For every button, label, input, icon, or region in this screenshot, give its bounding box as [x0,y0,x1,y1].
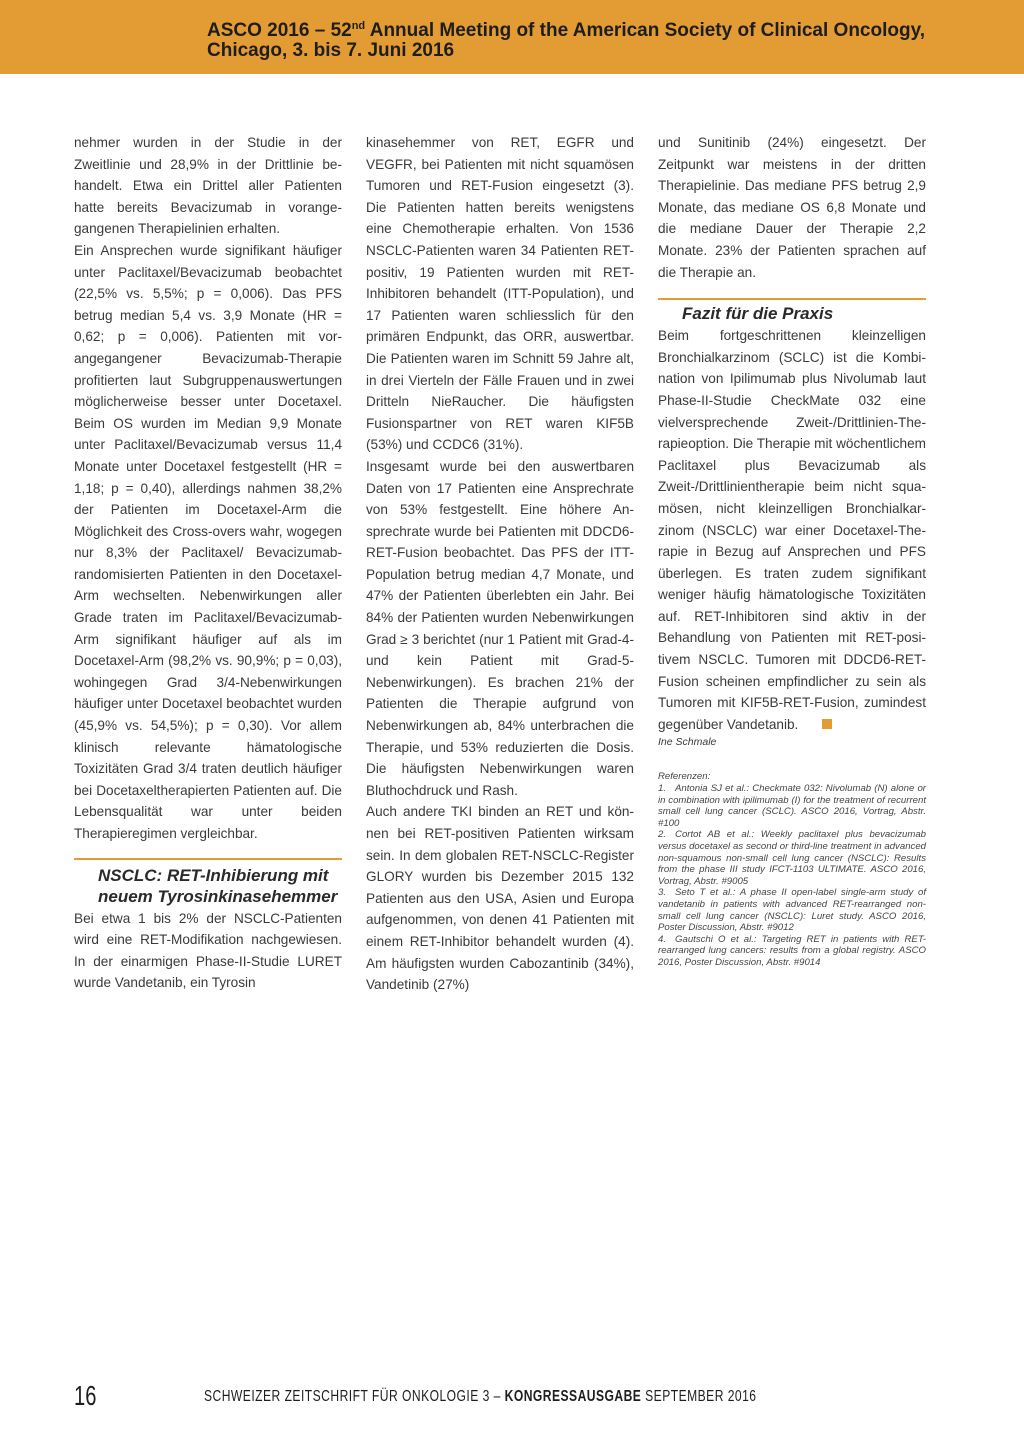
reference-number: 3. [658,887,667,899]
col1-paragraph-1: nehmer wurden in der Studie in der Zweitlinie und 28,9% in der Drittlinie behandelt. Etwa ein Drittel aller Patienten hatte bereits Bevacizumab in vorangegangenen Therapielinien erhalten. [74,135,342,237]
references [658,771,926,968]
section-heading-fazit: Fazit für die Praxis [682,304,834,324]
col2-paragraph-1: kinasehemmer von RET, EGFR und VEGFR, bei Patienten mit nicht squamösen Tumoren und RET-Fusion eingesetzt (3). Die Patienten hatten bereits wenigstens eine Chemotherapie erhalten. Von 1536 NSCLC-Patienten waren 34 Patienten RET-positiv, 19 Patienten wurden mit RET-Inhibitoren behandelt (ITT-Population), und 17 Patienten waren schliesslich für den primären Endpunkt, das ORR, auswertbar. Die Patienten waren im Schnitt 59 Jahre alt, in drei Vierteln der Fälle Frauen und in zwei Dritteln NieRaucher. Die häufigsten Fusionspartner von RET waren KIF5B (53%) und CCDC6 (31%). [366,135,634,453]
section-heading-nsclc: NSCLC: RET-Inhibierung mit neuem Tyrosinkinasehemmer [98,865,338,906]
header-band [0,0,1024,74]
column-1 [74,132,342,994]
col1-paragraph-3: Bei etwa 1 bis 2% der NSCLC-Patienten wird eine RET-Modifikation nachgewiesen. In der einarmigen Phase-II-Studie LURET wurde Vandetanib, ein Tyrosin [74,910,342,991]
journal-title [204,1386,757,1408]
reference-text: Antonia SJ et al.: Checkmate 032: Nivolumab (N) alone or in combination with ipilimumab (I) for the treatment of recurrent small cell lung cancer (SCLC). ASCO 2016, Vortrag, Abstr. #100 [658,783,926,829]
end-of-article-square-icon [822,719,832,729]
journal-title-part1: SCHWEIZER ZEITSCHRIFT FÜR ONKOLOGIE 3 – [204,1388,505,1405]
journal-title-bold: KONGRESSAUSGABE [504,1388,642,1405]
reference-number: 1. [658,783,667,795]
column-2 [366,132,634,996]
reference-item [658,829,926,887]
col1-paragraph-2: Ein Ansprechen wurde signifikant häufiger unter Paclitaxel/Bevacizumab beobachtet (22,5% vs. 5,5%; p = 0,006). Das PFS betrug median 5,4 vs. 3,9 Monate (HR = 0,62; p = 0,006). Patienten mit vorangegangener Bevacizumab-Therapie profitierten laut Subgruppenauswertungen möglicherweise besser unter Docetaxel. Beim OS wurden im Median 9,9 Monate unter Paclitaxel/Bevacizumab versus 11,4 Monate unter Docetaxel festgestellt (HR = 1,18; p = 0,40), allerdings nahmen 38,2% der Patienten im Docetaxel-Arm die Möglichkeit des Cross-overs wahr, wogegen nur 8,3% der Paclitaxel/ Bevacizumab-randomisierten Patienten in den Docetaxel-Arm wechselten. Nebenwirkungen aller Grade traten im Paclitaxel/Bevacizumab-Arm signifikant häufiger auf als im Docetaxel-Arm (98,2% vs. 90,9%; p = 0,03), wohingegen Grad 3/4-Nebenwirkungen häufiger unter Docetaxel beobachtet wurden (45,9% vs. 54,5%); p = 0,30). Vor allem klinisch relevante hämatologische Toxizitäten Grad 3/4 traten deutlich häufiger bei Docetaxeltherapierten Patienten auf. Die Lebensqualität war unter beiden Therapieregimen vergleichbar. [74,242,342,841]
author-name: Ine Schmale [658,736,717,749]
reference-text: Gautschi O et al.: Targeting RET in patients with RET-rearranged lung cancers: results from a global registry. ASCO 2016, Poster Discussion, Abstr. #9014 [658,933,926,968]
reference-number: 4. [658,933,667,945]
reference-number: 2. [658,829,667,841]
fazit-text: Beim fortgeschrittenen kleinzelligen Bronchialkarzinom (SCLC) ist die Kombination von Ipilimumab plus Nivolumab laut Phase-II-Studie CheckMate 032 eine vielversprechende Zweit-/Drittlinien-Therapieoption. Die Therapie mit wöchentlichem Paclitaxel plus Bevacizumab als Zweit-/Drittlinientherapie beim nicht squamösen, nicht kleinzelligen Bronchialkarzinom (NSCLC) war einer Docetaxel-Therapie in Bezug auf Ansprechen und PFS überlegen. Es traten zudem signifikant weniger häufig hämatologische Toxizitäten auf. RET-Inhibitoren sind aktiv in der Behandlung von Patienten mit RET-positivem NSCLC. Tumoren mit DDCD6-RET-Fusion scheinen empfindlicher zu sein als Tumoren mit KIF5B-RET-Fusion, zumindest gegenüber Vandetanib. [658,328,926,732]
col2-paragraph-2: Insgesamt wurde bei den auswertbaren Daten von 17 Patienten eine Ansprechrate von 53% festgestellt. Eine höhere Ansprechrate wurde bei Patienten mit DDCD6-RET-Fusion beobachtet. Das PFS der ITT-Population betrug median 4,7 Monate, und 47% der Patienten überlebten ein Jahr. Bei 84% der Patienten wurden Nebenwirkungen Grad ≥ 3 berichtet (nur 1 Patient mit Grad-4- und kein Patient mit Grad-5-Nebenwirkungen). Es brachen 21% der Patienten die Therapie aufgrund von Nebenwirkungen ab, 84% unterbrachen die Therapie, und 53% reduzierten die Dosis. Die häufigsten Nebenwirkungen waren Bluthochdruck und Rash. [366,458,634,798]
reference-item [658,783,926,829]
col3-paragraph-1: und Sunitinib (24%) eingesetzt. Der Zeitpunkt war meistens in der dritten Therapielinie. Das mediane PFS betrug 2,9 Monate, das mediane OS 6,8 Monate und die mediane Dauer der Therapie 2,2 Monate. 23% der Patienten sprachen auf die Therapie an. [658,135,926,280]
header-title-superscript: nd [351,20,366,32]
references-label: Referenzen: [658,771,711,783]
journal-title-part2: SEPTEMBER 2016 [641,1388,757,1405]
reference-text: Cortot AB et al.: Weekly paclitaxel plus bevacizumab versus docetaxel as second or third-line treatment in advanced non-squamous non-small cell lung cancer (NSCLC): Results from the phase III study IFCT-1103 ULTIMATE. ASCO 2016, Vortrag, Abstr. #9005 [658,829,926,887]
column-3 [658,132,926,969]
col2-paragraph-3: Auch andere TKI binden an RET und können bei RET-positiven Patienten wirksam sein. In dem globalen RET-NSCLC-Register GLORY wurden bis Dezember 2015 132 Patienten aus den USA, Asien und Europa aufgenommen, von denen 41 Patienten mit einem RET-Inhibitor behandelt wurden (4). Am häufigsten wurden Cabozantinib (34%), Vandetinib (27%) [366,804,634,993]
col3-paragraph-2 [658,325,926,735]
reference-item [658,934,926,969]
header-title-part2: Annual Meeting of the American Society of Clinical Oncology, Chicago, 3. bis 7. Juni 2016 [207,20,926,61]
reference-item [658,887,926,933]
page-header-title [207,21,927,61]
page-number: 16 [74,1380,97,1411]
header-title-part1: ASCO 2016 – 52 [207,20,352,41]
page-footer [74,1378,934,1414]
reference-text: Seto T et al.: A phase II open-label single-arm study of vandetanib in patients with advanced RET-rearranged non-small cell lung cancer (NSCLC): Luret study. ASCO 2016, Poster Discussion, Abstr. #9012 [658,887,926,934]
